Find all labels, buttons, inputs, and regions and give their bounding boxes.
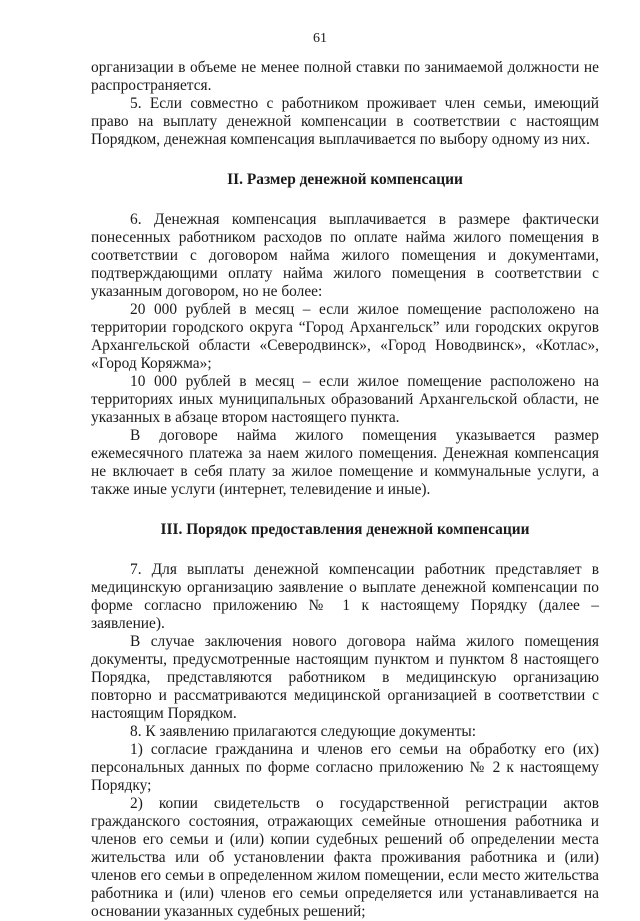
paragraph: 8. К заявлению прилагаются следующие документы: <box>130 723 477 740</box>
document-body <box>91 59 599 921</box>
section-heading: II. Размер денежной компенсации <box>227 171 463 188</box>
paragraph: 1) согласие гражданина и членов его семьи на обработку его (их) персональных данных по форме согласно приложению № 2 к настоящему Порядку; <box>91 741 599 794</box>
paragraph: 5. Если совместно с работником проживает член семьи, имеющий право на выплату денежной компенсации в соответствии с настоящим Порядком, денежная компенсация выплачивается по выбору одному из них. <box>91 95 599 148</box>
paragraph: 20 000 рублей в месяц – если жилое помещение расположено на территории городского округа “Город Архангельск” или городских округов Архангельской области «Северодвинск», «Город Новодвинск», «Котлас», «Город Коряжма»; <box>91 301 599 372</box>
paragraph: организации в объеме не менее полной ставки по занимаемой должности не распространяется. <box>91 59 599 94</box>
paragraph: В случае заключения нового договора найма жилого помещения документы, предусмотренные настоящим пунктом и пунктом 8 настоящего Порядка, представляются работником в медицинскую организацию повторно и рассматриваются медицинской организацией в соответствии с настоящим Порядком. <box>91 633 599 722</box>
paragraph: В договоре найма жилого помещения указывается размер ежемесячного платежа за наем жилого помещения. Денежная компенсация не включает в себя плату за жилое помещение и коммунальные услуги, а также иные услуги (интернет, телевидение и иные). <box>91 427 599 498</box>
paragraph: 2) копии свидетельств о государственной регистрации актов гражданского состояния, отражающих семейные отношения работника и членов его семьи и (или) копии судебных решений об определении места жительства или об установлении факта проживания работника и (или) членов его семьи в определенном жилом помещении, если место жительства работника и (или) членов его семьи определяется или устанавливается на основании указанных судебных решений; <box>91 795 599 920</box>
paragraph: 10 000 рублей в месяц – если жилое помещение расположено на территориях иных муниципальных образований Архангельской области, не указанных в абзаце втором настоящего пункта. <box>91 373 599 426</box>
paragraph: 6. Денежная компенсация выплачивается в размере фактически понесенных работником расходов по оплате найма жилого помещения в соответствии с договором найма жилого помещения и документами, подтверждающими оплату найма жилого помещения в соответствии с указанным договором, но не более: <box>91 211 599 300</box>
paragraph: 7. Для выплаты денежной компенсации работник представляет в медицинскую организацию заявление о выплате денежной компенсации по форме согласно приложению № 1 к настоящему Порядку (далее – заявление). <box>91 561 599 632</box>
page-number: 61 <box>313 31 327 46</box>
section-heading: III. Порядок предоставления денежной компенсации <box>160 521 530 538</box>
